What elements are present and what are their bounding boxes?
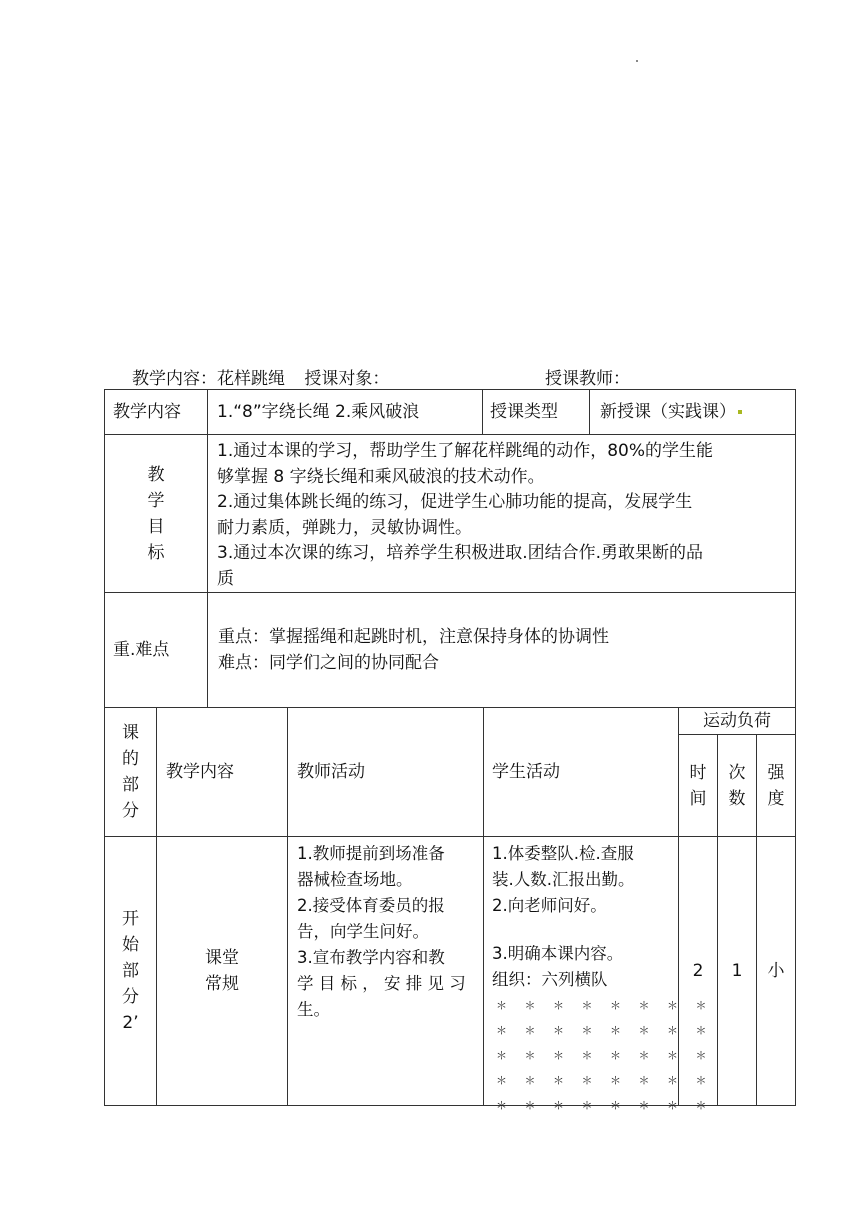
objectives-label-char: 标 — [147, 542, 165, 563]
teacher-activity-line: 2.接受体育委员的报 — [297, 896, 445, 915]
header-teacher: 授课教师： — [545, 369, 630, 389]
intensity-value-cell — [757, 837, 796, 1106]
objectives-label-char: 目 — [147, 516, 165, 537]
key-point: 重点：掌握摇绳和起跳时机，注意保持身体的协调性 — [218, 627, 609, 647]
objective-line: 1.通过本课的学习，帮助学生了解花样跳绳的动作，80%的学生能 — [217, 441, 714, 461]
formation-diagram — [492, 993, 714, 1118]
keypoints-text-cell — [208, 593, 796, 708]
keypoints-label-cell — [105, 593, 208, 708]
start-part-char: 部 — [122, 961, 139, 981]
teacher-activity-line: 学 目 标 ， 安 排 见 习 — [297, 974, 466, 993]
routine-line: 课堂 — [205, 948, 239, 968]
count-header-char: 数 — [728, 788, 746, 809]
type-value: 新授课（实践课） — [600, 402, 736, 422]
teacher-activity-line: 器械检查场地。 — [297, 870, 413, 889]
student-activity-line — [492, 919, 678, 941]
student-header: 学生活动 — [492, 762, 560, 782]
intensity-value: 小 — [767, 961, 785, 981]
objective-line: 耐力素质，弹跳力，灵敏协调性。 — [217, 517, 472, 538]
lesson-header — [132, 364, 630, 389]
teacher-activity-line: 3.宣布教学内容和教 — [297, 948, 445, 967]
time-header-cell — [679, 735, 718, 837]
intensity-header-char: 度 — [767, 788, 785, 809]
student-activity-cell — [484, 837, 714, 1112]
content-label-cell — [105, 390, 208, 435]
type-value-cell — [590, 390, 796, 435]
part-header-char: 课 — [122, 723, 139, 743]
count-header-char: 次 — [728, 762, 746, 783]
content-label: 教学内容 — [113, 402, 181, 422]
teacher-header: 教师活动 — [297, 762, 365, 782]
header-content: 教学内容：花样跳绳 — [132, 369, 285, 389]
student-activity-line: 组织：六列横队 — [492, 970, 608, 989]
teacher-activity-line: 1.教师提前到场准备 — [297, 844, 445, 863]
student-activity-line: 3.明确本课内容。 — [492, 944, 624, 963]
type-label-cell — [483, 390, 590, 435]
start-part-char: 分 — [122, 987, 139, 1007]
count-value-cell — [718, 837, 757, 1106]
content-header: 教学内容 — [166, 762, 234, 782]
formation-row: ＊ ＊ ＊ ＊ ＊ ＊ ＊ ＊ — [496, 1099, 714, 1112]
start-part-char: 2’ — [122, 1013, 139, 1033]
formation-row: ＊ ＊ ＊ ＊ ＊ ＊ ＊ ＊ — [496, 1049, 714, 1062]
teacher-activity-cell — [288, 837, 484, 1106]
content-header-cell — [157, 708, 288, 837]
lesson-plan-table — [104, 707, 796, 1112]
objectives-label-char: 学 — [147, 490, 165, 511]
student-activity-line: 2.向老师问好。 — [492, 896, 607, 915]
objectives-label-cell — [105, 435, 208, 593]
lesson-info-table — [104, 389, 796, 708]
teacher-header-cell — [288, 708, 484, 837]
routine-line: 常规 — [205, 974, 239, 994]
part-header-char: 部 — [122, 775, 139, 795]
start-part-char: 始 — [122, 935, 139, 955]
teacher-activity-line: 生。 — [297, 1000, 330, 1019]
page-marker — [636, 60, 638, 62]
formation-row: ＊ ＊ ＊ ＊ ＊ ＊ ＊ ＊ — [496, 999, 714, 1012]
objective-line: 质 — [217, 568, 234, 589]
objectives-text-cell — [208, 435, 796, 593]
content-value: 1.“8”字绕长绳 2.乘风破浪 — [217, 402, 420, 422]
part-header-char: 的 — [122, 749, 139, 769]
routine-cell — [157, 837, 288, 1106]
keypoints-label: 重.难点 — [113, 640, 170, 660]
student-activity-line: 装.人数.汇报出勤。 — [492, 870, 635, 889]
teacher-activity-line: 告，向学生问好。 — [297, 922, 429, 941]
student-header-cell — [484, 708, 679, 837]
part-header-char: 分 — [122, 801, 139, 821]
formation-row: ＊ ＊ ＊ ＊ ＊ ＊ ＊ ＊ — [496, 1024, 714, 1037]
part-header-cell — [105, 708, 157, 837]
intensity-header-char: 强 — [767, 762, 785, 783]
count-value: 1 — [731, 961, 743, 981]
edit-mark — [738, 410, 742, 414]
formation-row: ＊ ＊ ＊ ＊ ＊ ＊ ＊ ＊ — [496, 1074, 714, 1087]
count-header-cell — [718, 735, 757, 837]
objectives-label-char: 教 — [147, 464, 165, 485]
objective-line: 够掌握 8 字绕长绳和乘风破浪的技术动作。 — [217, 466, 545, 487]
start-part-char: 开 — [122, 909, 139, 929]
header-object: 授课对象： — [304, 369, 390, 389]
objective-line: 3.通过本次课的练习，培养学生积极进取.团结合作.勇敢果断的品 — [217, 543, 704, 563]
load-header: 运动负荷 — [703, 711, 771, 731]
start-part-cell — [105, 837, 157, 1106]
content-value-cell — [208, 390, 483, 435]
time-header-char: 间 — [689, 788, 707, 809]
time-value-cell — [679, 837, 718, 1106]
objective-line: 2.通过集体跳长绳的练习，促进学生心肺功能的提高，发展学生 — [217, 492, 693, 512]
student-activity-line: 1.体委整队.检.查服 — [492, 844, 634, 863]
time-header-char: 时 — [689, 762, 707, 783]
type-label: 授课类型 — [490, 402, 558, 422]
difficult-point: 难点：同学们之间的协同配合 — [218, 653, 439, 673]
time-value: 2 — [692, 961, 704, 981]
intensity-header-cell — [757, 735, 796, 837]
load-header-cell — [679, 708, 796, 735]
